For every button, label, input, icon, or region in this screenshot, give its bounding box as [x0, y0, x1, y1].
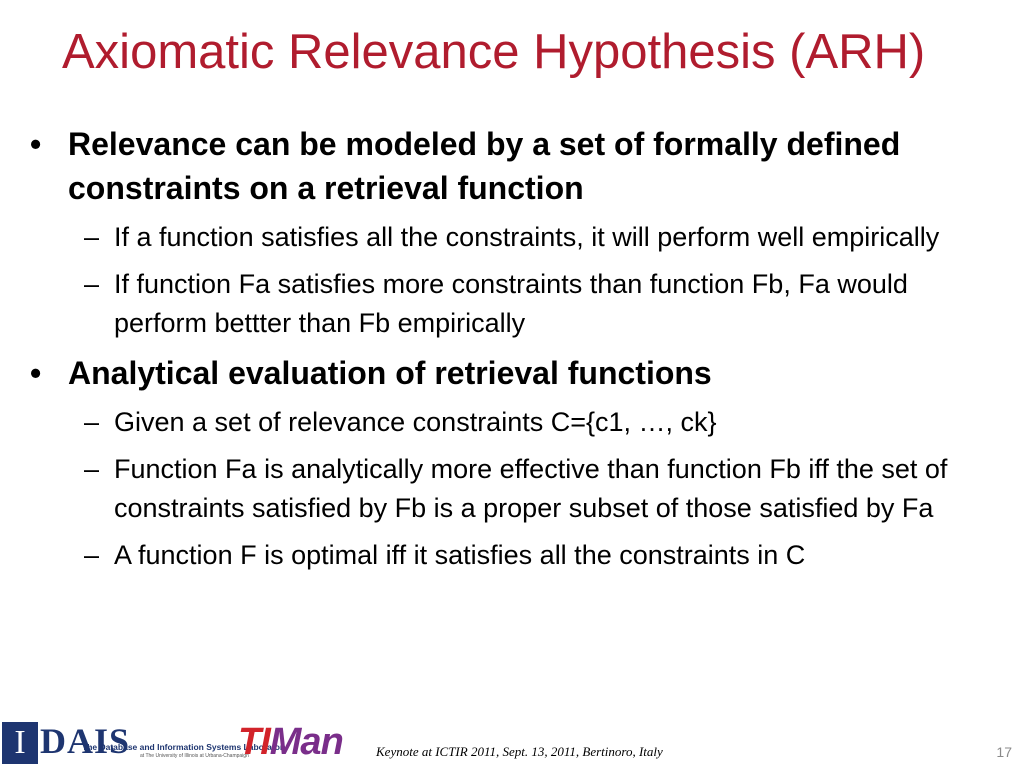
slide-title: Axiomatic Relevance Hypothesis (ARH)	[62, 25, 926, 79]
bullet-group-1	[0, 122, 1024, 343]
sub-bullet-marker: –	[84, 269, 100, 299]
lab-name: The Database and Information Systems Laboratory	[82, 742, 288, 752]
sub-bullet-item	[0, 450, 1024, 528]
dais-logo-mark: I	[2, 722, 38, 764]
bullet-group-2	[0, 351, 1024, 575]
sub-bullet-item	[0, 536, 1024, 575]
bullet-marker: •	[30, 355, 42, 391]
timan-logo-ti: TI	[238, 721, 270, 763]
sub-bullet-item	[0, 265, 1024, 343]
timan-logo-man: Man	[269, 721, 343, 763]
slide-footer	[0, 714, 1024, 768]
bullet-item	[0, 122, 1024, 210]
sub-bullet-text: Given a set of relevance constraints C={c1, …, ck}	[114, 407, 717, 437]
sub-bullet-text: Function Fa is analytically more effective than function Fb iff the set of constraints satisfied by Fb is a proper subset of those satisfied by Fa	[114, 454, 948, 523]
bullet-marker: •	[30, 126, 42, 162]
sub-bullet-marker: –	[84, 454, 100, 484]
sub-bullet-text: If function Fa satisfies more constraints than function Fb, Fa would perform bettter than Fb empirically	[114, 269, 908, 338]
timan-logo	[238, 718, 343, 766]
bullet-item	[0, 351, 1024, 395]
bullet-text: Relevance can be modeled by a set of formally defined constraints on a retrieval function	[68, 126, 901, 206]
sub-bullet-item	[0, 218, 1024, 257]
dais-logo-text: DAIS	[40, 721, 131, 761]
footer-citation: Keynote at ICTIR 2011, Sept. 13, 2011, Bertinoro, Italy	[376, 744, 663, 759]
page-number: 17	[996, 744, 1012, 760]
sub-bullet-text: If a function satisfies all the constraints, it will perform well empirically	[114, 222, 940, 252]
sub-bullet-marker: –	[84, 222, 100, 252]
sub-bullet-text: A function F is optimal iff it satisfies all the constraints in C	[114, 540, 806, 570]
sub-bullet-item	[0, 403, 1024, 442]
sub-bullet-list	[0, 403, 1024, 575]
sub-bullet-list	[0, 218, 1024, 343]
lab-subtitle: at The University of Illinois at Urbana-Champaign	[140, 753, 249, 759]
slide-body	[0, 122, 1024, 583]
dais-logo	[2, 714, 288, 764]
bullet-text: Analytical evaluation of retrieval functions	[68, 355, 712, 391]
sub-bullet-marker: –	[84, 540, 100, 570]
sub-bullet-marker: –	[84, 407, 100, 437]
